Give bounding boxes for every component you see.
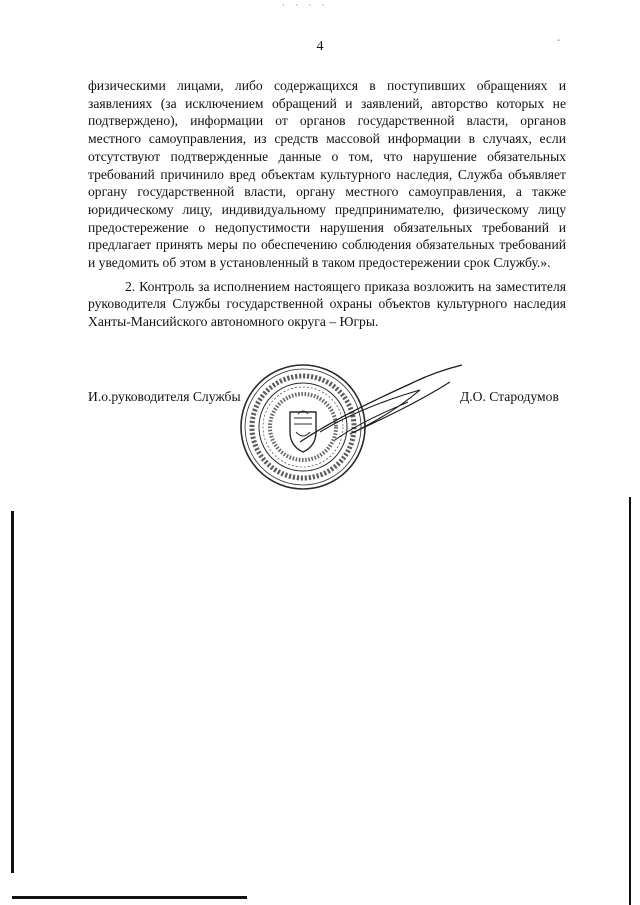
signer-name: Д.О. Стародумов [460, 389, 559, 404]
signer-position: И.о.руководителя Службы [88, 389, 241, 404]
scan-edge-left [11, 511, 14, 873]
paragraph-2: 2. Контроль за исполнением настоящего приказа возложить на заместителя руководителя Службы государственной охраны объектов культурного наследия Ханты-Мансийского автономного округа – Югры. [88, 278, 566, 330]
document-body [88, 77, 566, 331]
paragraph-1: физическими лицами, либо содержащихся в поступивших обращениях и заявлениях (за исключением обращений и заявлений, авторство которых не подтверждено), информации от органов государственной власти, органов местного самоуправления, из средств массовой информации в случаях, если отсутствуют подтвержденные данные о том, что нарушение обязательных требований причинило вред объектам культурного наследия, Служба объявляет органу государственной власти, органу местного самоуправления, а также юридическому лицу, индивидуальному предпринимателю, физическому лицу предостережение о недопустимости нарушения обязательных требований и предлагает принять меры по обеспечению соблюдения обязательных требований и уведомить об этом в установленный в таком предостережении срок Службу.». [88, 78, 566, 271]
scan-edge-bottom [12, 896, 247, 899]
scan-edge-right [629, 497, 631, 905]
handwritten-signature [290, 362, 470, 452]
scan-dots: · · · · [282, 0, 329, 10]
page-number: 4 [316, 39, 324, 54]
corner-mark: ˘ [557, 38, 560, 48]
